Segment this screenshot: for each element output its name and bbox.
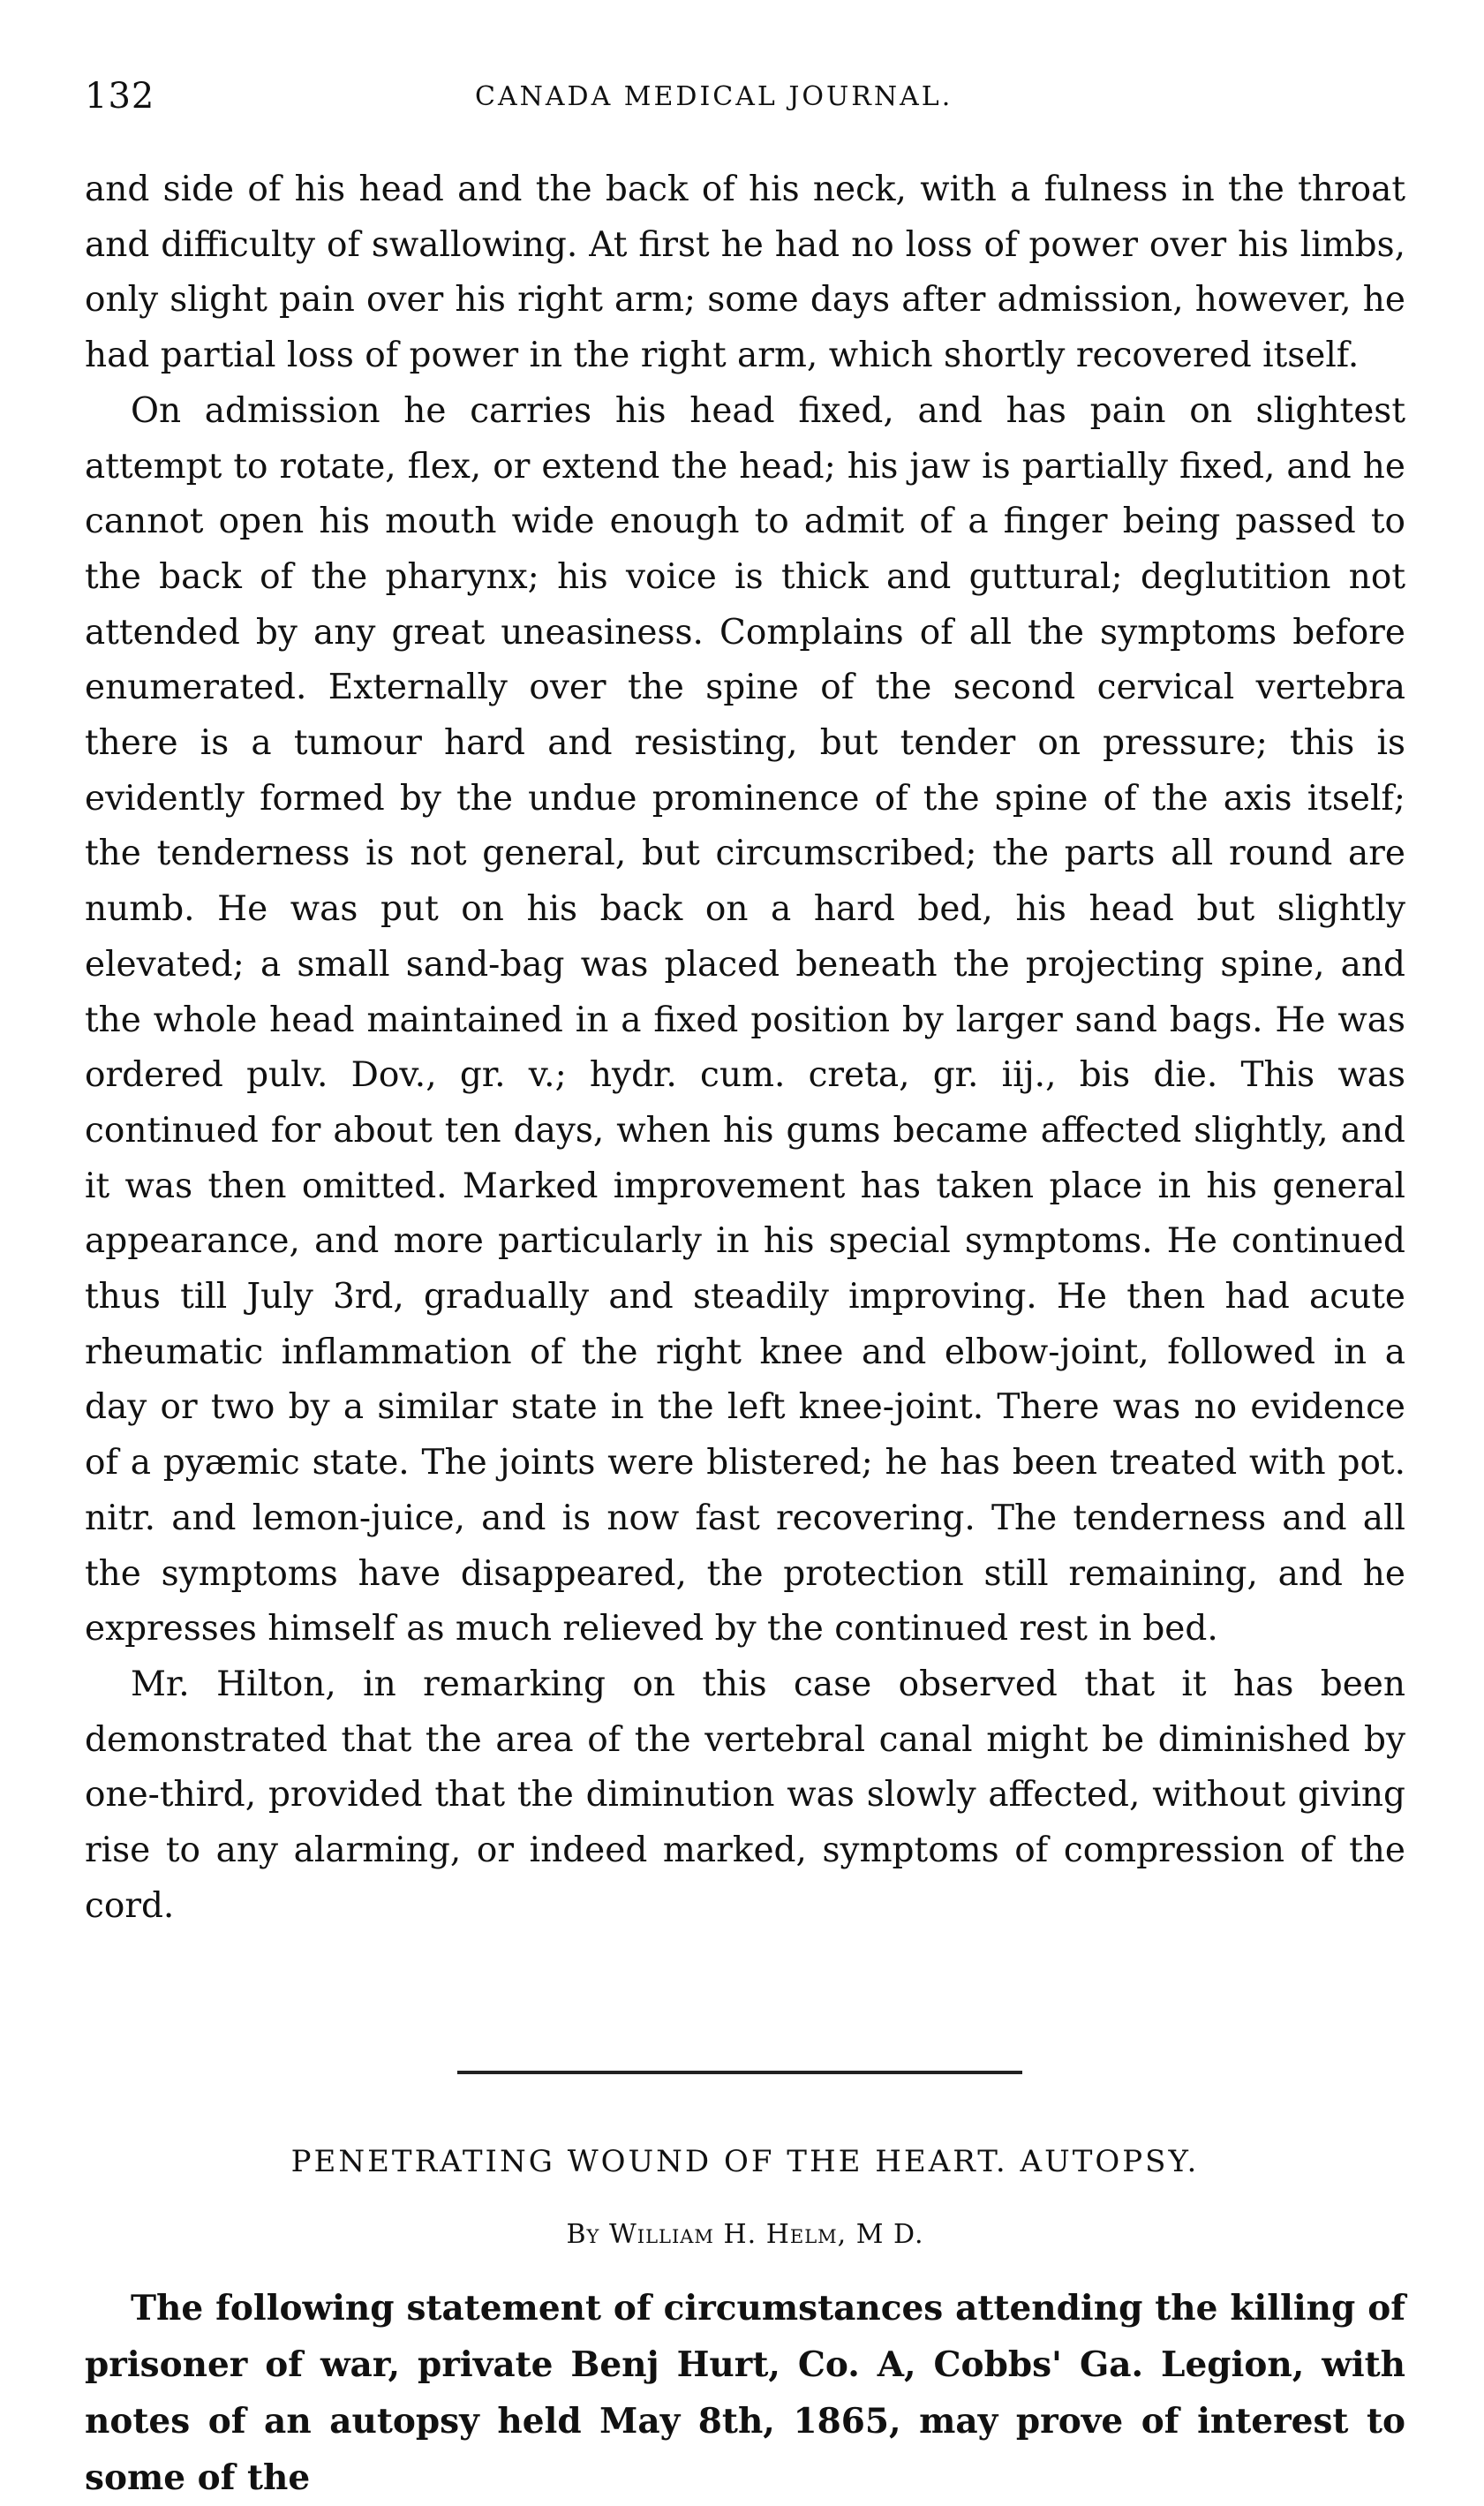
- paragraph-admission: On admission he carries his head fixed, and has pain on slightest attempt to rotate, flex, or extend the head; his jaw is partially fixed, and he cannot open his mouth wide enough to admit of a finger being passed to the back of the pharynx; his voice is thick and guttural; deglutition not attended by any great uneasiness. Complains of all the symptoms before enumerated. Externally over the spine of the second cervical vertebra there is a tumour hard and resisting, but tender on pressure; this is evidently formed by the undue prominence of the spine of the axis itself; the tenderness is not general, but circumscribed; the parts all round are numb. He was put on his back on a hard bed, his head but slightly elevated; a small sand-bag was placed beneath the projecting spine, and the whole head maintained in a fixed position by larger sand bags. He was ordered pulv. Dov., gr. v.; hydr. cum. creta, gr. iij., bis die. This was continued for about ten days, when his gums became affected slightly, and it was then omitted. Marked improvement has taken place in his general appearance, and more particularly in his special symptoms. He continued thus till July 3rd, gradually and steadily improving. He then had acute rheumatic inflammation of the right knee and elbow-joint, followed in a day or two by a similar state in the left knee-joint. There was no evidence of a pyæmic state. The joints were blistered; he has been treated with pot. nitr. and lemon-juice, and is now fast recovering. The tenderness and all the symptoms have disappeared, the protection still remaining, and he expresses himself as much relieved by the continued rest in bed.: [85, 390, 1405, 1649]
- journal-title: CANADA MEDICAL JOURNAL.: [475, 81, 953, 112]
- paragraph-hilton-remark: Mr. Hilton, in remarking on this case observed that it has been demonstrated that the area of the vertebral canal might be diminished by one-third, provided that the diminution was slowly affected, without giving rise to any alarming, or indeed marked, symptoms of compression of the cord.: [85, 1664, 1405, 1926]
- page-number: 132: [85, 76, 155, 117]
- running-head: [85, 76, 1409, 120]
- article-byline: By William H. Helm, M D.: [566, 2219, 924, 2250]
- paragraph-continuation: and side of his head and the back of his neck, with a fulness in the throat and difficulty of swallowing. At first he had no loss of power over his limbs, only slight pain over his right arm; some days after admission, however, he had partial loss of power in the right arm, which shortly recovered itself.: [85, 170, 1405, 376]
- case-report-text: [85, 162, 1405, 1935]
- article-intro: [85, 2280, 1405, 2506]
- section-divider: [457, 2071, 1022, 2074]
- article-title: PENETRATING WOUND OF THE HEART. AUTOPSY.: [290, 2144, 1200, 2179]
- paragraph-intro: The following statement of circumstances attending the killing of prisoner of war, private Benj Hurt, Co. A, Cobbs' Ga. Legion, with notes of an autopsy held May 8th, 1865, may prove of interest to some of the: [85, 2288, 1405, 2498]
